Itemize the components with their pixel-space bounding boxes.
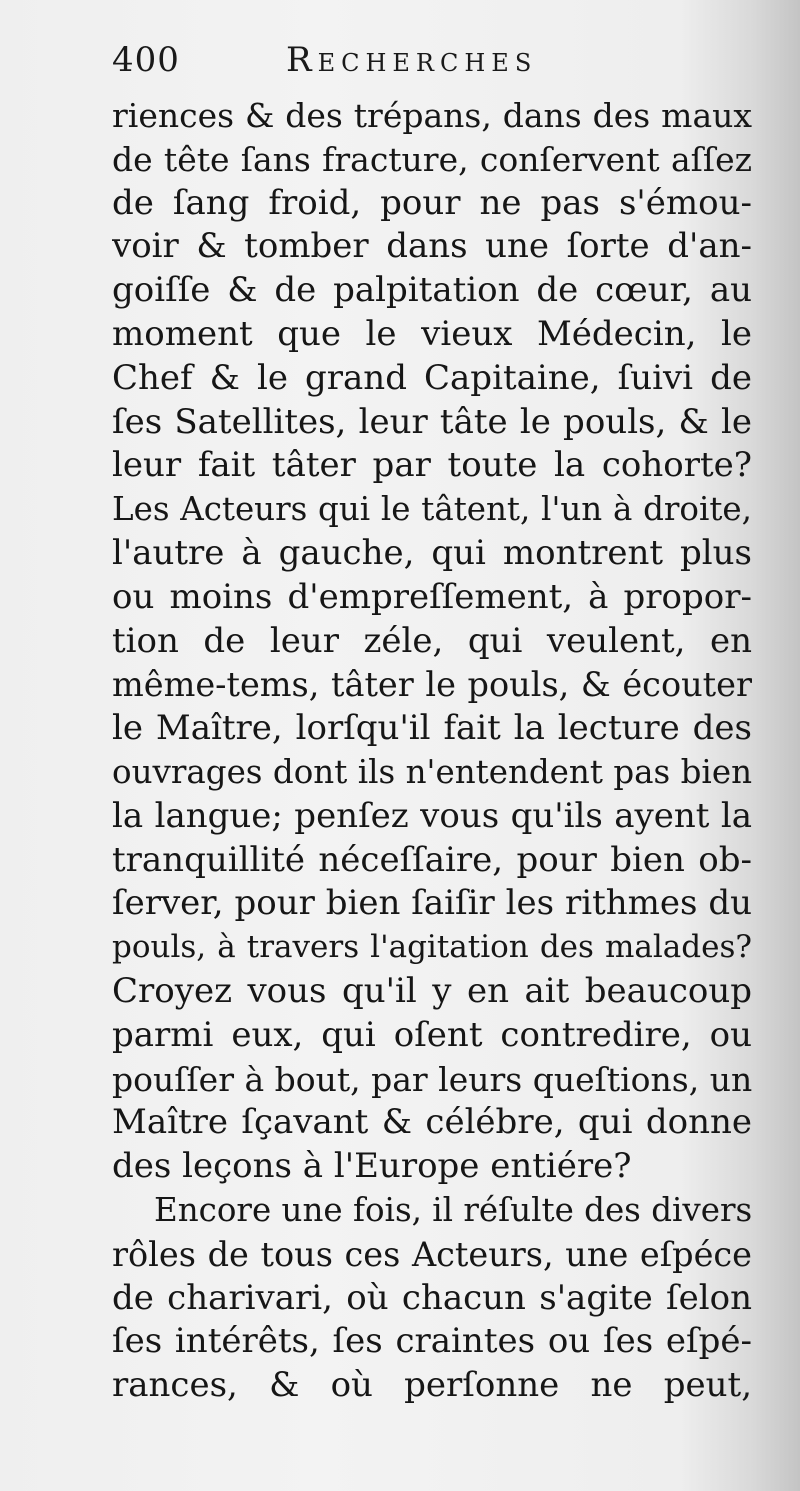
page-number: 400 <box>112 40 180 80</box>
text-line: rôles de tous ces Acteurs, une eſpéce <box>112 1234 752 1274</box>
text-line: ſes intérêts, ſes craintes ou ſes eſpé- <box>112 1321 752 1362</box>
text-line: parmi eux, qui oſent contredire, ou <box>112 1014 752 1055</box>
text-line: Les Acteurs qui le tâtent, l'un à droite, <box>112 490 752 529</box>
running-head: Recherches <box>286 40 538 80</box>
text-line: moment que le vieux Médecin, le <box>112 313 752 354</box>
text-line: de ſang froid, pour ne pas s'émou- <box>112 182 752 223</box>
text-line: ſerver, pour bien ſaiſir les rithmes du <box>112 883 752 924</box>
text-line: même-tems, tâter le pouls, & écouter <box>112 665 752 705</box>
text-line: leur fait tâter par toute la cohorte? <box>112 445 752 486</box>
body-text <box>112 94 752 1408</box>
text-line: de charivari, où chacun s'agite ſelon <box>112 1277 752 1318</box>
text-line: Encore une fois, il réſulte des divers <box>154 1190 752 1229</box>
text-line: le Maître, lorſqu'il fait la lecture des <box>112 708 752 749</box>
text-line: rances, & où perſonne ne peut, <box>112 1365 752 1406</box>
text-line: pouſſer à bout, par leurs queſtions, un <box>112 1059 752 1099</box>
text-line: goiſſe & de palpitation de cœur, au <box>112 270 752 311</box>
page-header <box>112 38 752 88</box>
text-line: Maître ſçavant & célébre, qui donne <box>112 1102 752 1143</box>
text-line: ſes Satellites, leur tâte le pouls, & le <box>112 401 752 442</box>
text-line: riences & des trépans, dans des maux <box>112 96 752 135</box>
text-line: de tête ſans fracture, conſervent aſſez <box>112 139 752 179</box>
text-line: tranquillité néceſſaire, pour bien ob- <box>112 839 752 880</box>
text-line: ouvrages dont ils n'entendent pas bien <box>112 752 752 791</box>
text-line: pouls, à travers l'agitation des malades? <box>112 929 752 966</box>
text-line: tion de leur zéle, qui veulent, en <box>112 620 752 661</box>
text-line: l'autre à gauche, qui montrent plus <box>112 532 752 573</box>
text-line: Croyez vous qu'il y en ait beaucoup <box>112 970 752 1011</box>
text-line: voir & tomber dans une ſorte d'an- <box>112 226 752 267</box>
text-line: des leçons à l'Europe entiére? <box>112 1146 632 1187</box>
text-line: la langue; penſez vous qu'ils ayent la <box>112 795 752 836</box>
text-line: ou moins d'empreſſement, à propor- <box>112 576 752 617</box>
text-line: Chef & le grand Capitaine, ſuivi de <box>112 357 752 398</box>
